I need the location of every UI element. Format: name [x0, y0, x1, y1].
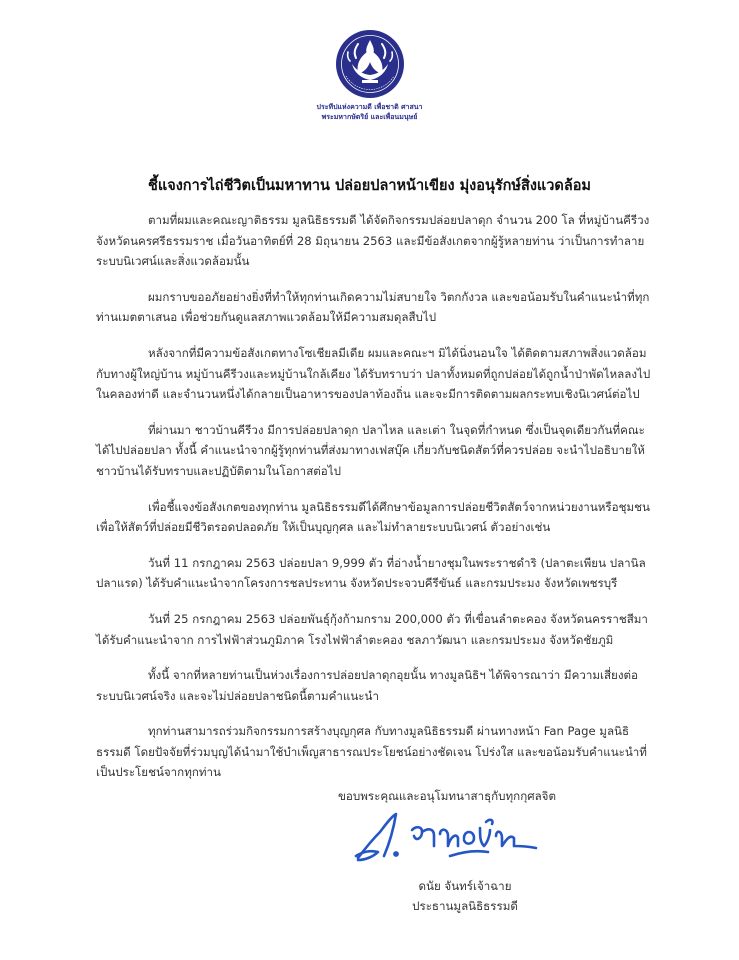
paragraph: ทุกท่านสามารถร่วมกิจกรรมการสร้างบุญกุศล กับทางมูลนิธิธรรมดี ผ่านทางหน้า Fan Page มูลนิธิธรรมดี โดยปัจจัยที่ร่วมบุญได้นำมาใช้บำเพ็ญสาธารณประโยชน์อย่างชัดเจน โปร่งใส และขอน้อมรับคำแนะนำที่เป็นประโยชน์จากทุกท่าน — [96, 724, 647, 780]
paragraph: ทั้งนี้ จากที่หลายท่านเป็นห่วงเรื่องการปล่อยปลาดุกอุยนั้น ทางมูลนิธิฯ ได้พิจารณาว่า มีความเสี่ยงต่อระบบนิเวศน์จริง และจะไม่ปล่อยปลาชนิดนี้ตามคำแนะนำ — [96, 668, 638, 703]
letter-body — [96, 210, 652, 798]
handwritten-signature-icon — [350, 808, 540, 868]
closing-line: ขอบพระคุณและอนุโมทนาสาธุกับทุกกุศลจิต — [338, 789, 557, 803]
paragraph: ตามที่ผมและคณะญาติธรรม มูลนิธิธรรมดี ได้จัดกิจกรรมปล่อยปลาดุก จำนวน 200 โล ที่หมู่บ้านคีรีวง จังหวัดนครศรีธรรมราช เมื่อวันอาทิตย์ที่ 28 มิถุนายน 2563 และมีข้อสังเกตจากผู้รู้หลายท่าน ว่าเป็นการทำลายระบบนิเวศน์และสิ่งแวดล้อมนั้น — [96, 213, 650, 269]
logo-caption — [0, 102, 739, 122]
signer-position: ประธานมูลนิธิธรรมดี — [412, 899, 518, 913]
paragraph: ผมกราบขออภัยอย่างยิ่งที่ทำให้ทุกท่านเกิดความไม่สบายใจ วิตกกังวล และขอน้อมรับในคำแนะนำที่ทุกท่านเมตตาเสนอ เพื่อช่วยกันดูแลสภาพแวดล้อมให้มีความสมดุลสืบไป — [96, 289, 650, 325]
letterhead — [0, 28, 739, 122]
signer-block — [390, 876, 540, 916]
paragraph: วันที่ 25 กรกฎาคม 2563 ปล่อยพันธุ์กุ้งก้ามกราม 200,000 ตัว ที่เขื่อนลำตะคอง จังหวัดนครราชสีมา ได้รับคำแนะนำจาก การไฟฟ้าส่วนภูมิภาค โรงไฟฟ้าลำตะคอง ชลภาวัฒนา และกรมประมง จังหวัดชัยภูมิ — [96, 611, 648, 647]
paragraph: หลังจากที่มีความข้อสังเกตทางโซเชียลมีเดีย ผมและคณะฯ มิได้นิ่งนอนใจ ได้ติดตามสภาพสิ่งแวดล้อมกับทางผู้ใหญ่บ้าน หมู่บ้านคีรีวงและหมู่บ้านใกล้เคียง ได้รับทราบว่า ปลาทั้งหมดที่ถูกปล่อยได้ถูกน้ำป่าพัดไหลลงไปในคลองท่าดี และจำนวนหนึ่งได้กลายเป็นอาหารของปลาท้องถิ่น และจะมีการติดตามผลกระทบเชิงนิเวศน์ต่อไป — [96, 345, 651, 402]
logo-caption-line: ประทีปแห่งความดี เพื่อชาติ ศาสนา — [316, 103, 423, 111]
logo-caption-line: พระมหากษัตริย์ และเพื่อนมนุษย์ — [321, 113, 418, 121]
paragraph: เพื่อชี้แจงข้อสังเกตของทุกท่าน มูลนิธิธรรมดีได้ศึกษาข้อมูลการปล่อยชีวิตสัตว์จากหน่วยงานหรือชุมชน เพื่อให้สัตว์ที่ปล่อยมีชีวิตรอดปลอดภัย ให้เป็นบุญกุศล และไม่ทำลายระบบนิเวศน์ ตัวอย่างเช่น — [96, 499, 650, 535]
paragraph: วันที่ 11 กรกฎาคม 2563 ปล่อยปลา 9,999 ตัว ที่อ่างน้ำยางชุมในพระราชดำริ (ปลาตะเพียน ปลานิล ปลาแรด) ได้รับคำแนะนำจากโครงการชลประทาน จังหวัดประจวบคีรีขันธ์ และกรมประมง จังหวัดเพชรบุรี — [96, 555, 646, 591]
paragraph: ที่ผ่านมา ชาวบ้านคีรีวง มีการปล่อยปลาดุก ปลาไหล และเต่า ในจุดที่กำหนด ซึ่งเป็นจุดเดียวกันที่คณะได้ไปปล่อยปลา ทั้งนี้ คำแนะนำจากผู้รู้ทุกท่านที่ส่งมาทางเฟสบุ๊ค เกี่ยวกับชนิดสัตว์ที่ควรปล่อย จะนำไปอธิบายให้ชาวบ้านได้รับทราบและปฏิบัติตามในโอกาสต่อไป — [96, 422, 645, 478]
page-title: ชี้แจงการไถ่ชีวิตเป็นมหาทาน ปล่อยปลาหน้าเขียง มุ่งอนุรักษ์สิ่งแวดล้อม — [148, 178, 591, 194]
signer-name: ดนัย จันทร์เจ้าฉาย — [418, 879, 512, 893]
foundation-seal-icon — [330, 28, 410, 100]
